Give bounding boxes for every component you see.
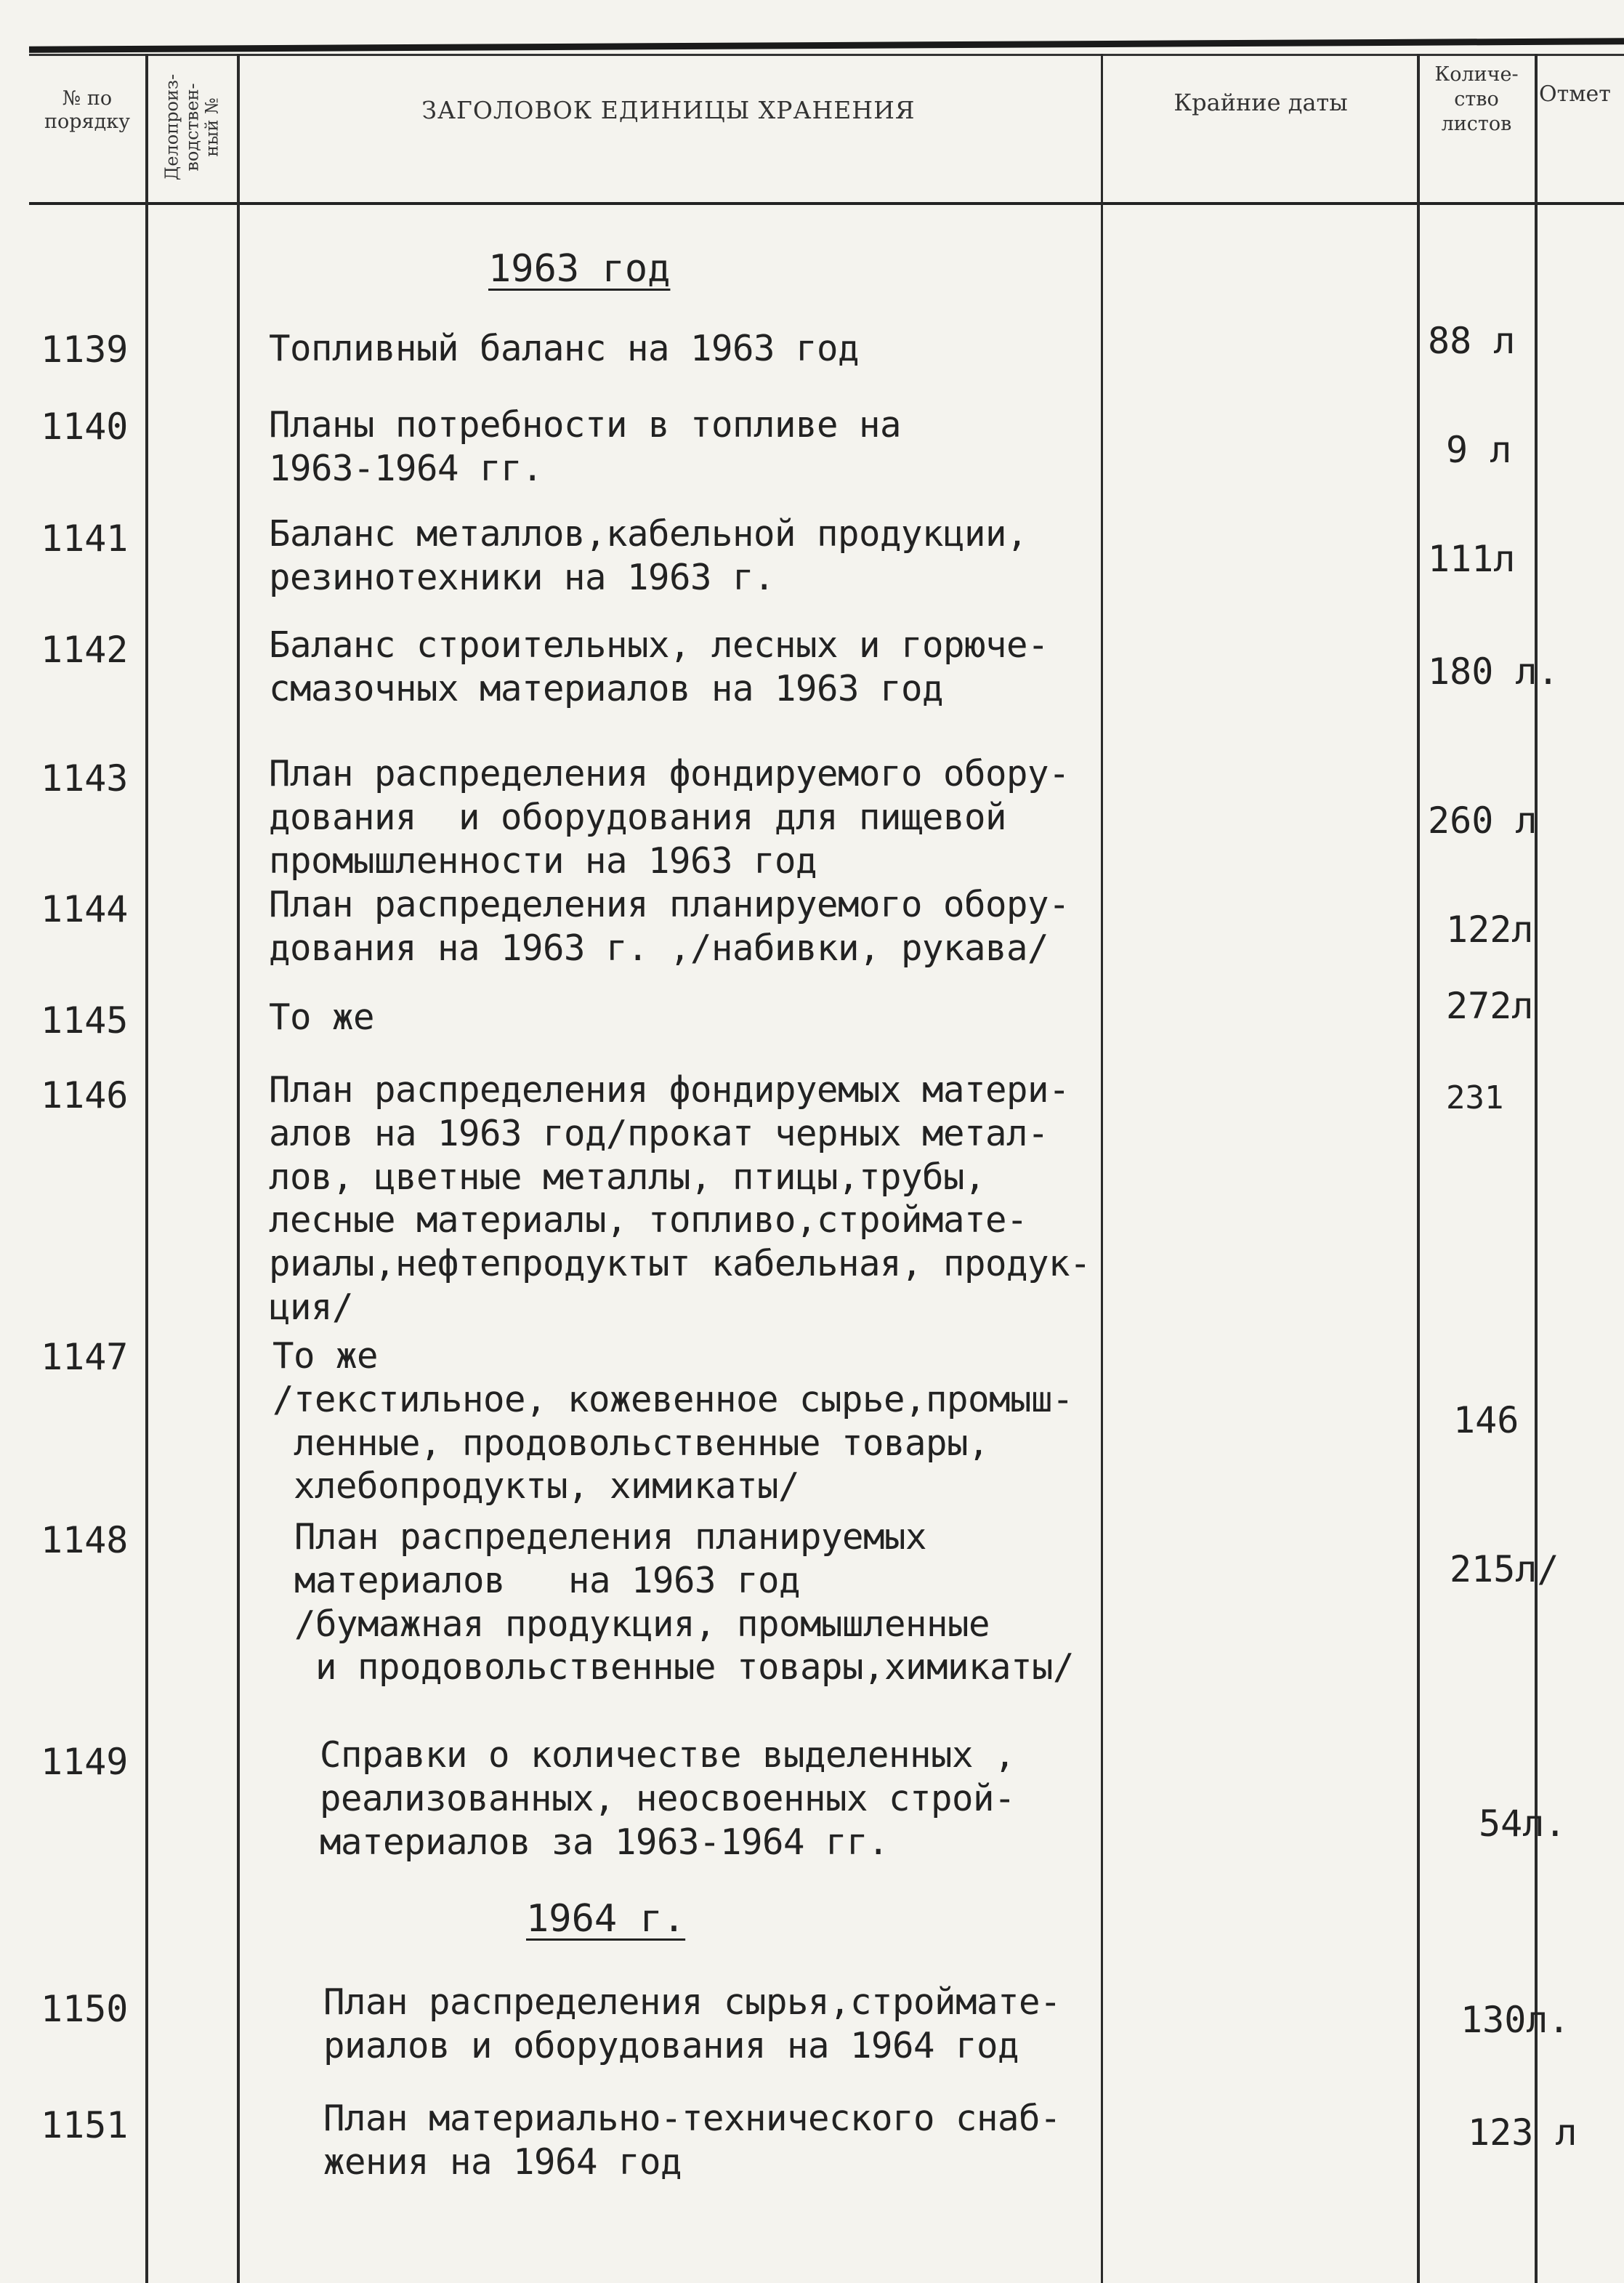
header-notes-column: Отмет	[1539, 81, 1611, 107]
entry-count: 111л	[1428, 538, 1516, 580]
entry-title: Топливный баланс на 1963 год	[269, 328, 860, 369]
entry-number: 1149	[41, 1741, 129, 1783]
header-title-column: ЗАГОЛОВОК ЕДИНИЦЫ ХРАНЕНИЯ	[421, 96, 916, 124]
entry-number: 1144	[41, 888, 129, 930]
column-divider-count	[1535, 54, 1538, 2283]
header-number-column: № по порядку	[44, 87, 130, 134]
header-delo-column	[150, 58, 235, 196]
entry-title: Справки о количестве выделенных , реализованных, неосвоенных строй- материалов за 1963-1964 гг.	[320, 1734, 1016, 1863]
entry-title: План распределения планируемых материалов на 1963 год /бумажная продукция, промышленные и продовольственные товары,химикаты/	[294, 1516, 1075, 1688]
header-bottom-rule	[29, 202, 1624, 205]
entry-number: 1150	[41, 1988, 129, 2030]
entry-title: План распределения фондируемых матери- алов на 1963 год/прокат черных метал- лов, цветные металлы, птицы,трубы, лесные материалы, топливо,стройматe- риалы,нефтепродуктыт кабельная, продук- ция/	[269, 1069, 1091, 1328]
entry-number: 1143	[41, 757, 129, 800]
entry-count: 260 л	[1428, 800, 1538, 842]
header-delo-label: Делопроиз- водствен- ный №	[161, 73, 222, 181]
entry-count: 54л.	[1479, 1803, 1567, 1845]
entry-title: План распределения фондируемого обору- дования и оборудования для пищевой промышленности на 1963 год	[269, 753, 1070, 882]
section-year-1964: 1964 г.	[526, 1897, 686, 1941]
entry-number: 1148	[41, 1519, 129, 1561]
column-divider-title	[1101, 54, 1103, 2283]
entry-title: План распределения планируемого обору- дования на 1963 г. ,/набивки, рукава/	[269, 884, 1070, 969]
column-divider-dates	[1417, 54, 1420, 2283]
section-year-1963: 1963 год	[488, 247, 671, 291]
entry-number: 1142	[41, 629, 129, 671]
entry-count: 122л	[1446, 909, 1534, 951]
column-divider-delo	[237, 54, 240, 2283]
entry-count: 130л.	[1461, 1999, 1570, 2041]
entry-number: 1146	[41, 1074, 129, 1116]
entry-number: 1140	[41, 406, 129, 448]
header-dates-column: Крайние даты	[1173, 89, 1348, 116]
column-divider-number	[145, 54, 148, 2283]
top-rule	[29, 38, 1624, 52]
entry-title: Планы потребности в топливе на 1963-1964 гг.	[269, 404, 902, 489]
entry-title: План распределения сырья,стройматe- риалов и оборудования на 1964 год	[323, 1981, 1062, 2066]
entry-count: 146	[1453, 1399, 1519, 1441]
entry-count: 123 л	[1468, 2111, 1577, 2154]
entry-count: 215л/	[1450, 1548, 1559, 1590]
entry-count: 272л	[1446, 985, 1534, 1027]
entry-number: 1151	[41, 2104, 129, 2146]
entry-title: То же /текстильное, кожевенное сырье,промыш- ленные, продовольственные товары, хлебопродукты, химикаты/	[272, 1335, 1074, 1507]
header-count-column: Количе- ство листов	[1434, 63, 1519, 135]
entry-number: 1147	[41, 1336, 129, 1378]
entry-number: 1139	[41, 329, 129, 371]
entry-number: 1145	[41, 999, 129, 1042]
entry-title: План материально-технического снаб- жения на 1964 год	[323, 2098, 1062, 2183]
top-rule-thin	[29, 54, 1624, 56]
entry-count: 88 л	[1428, 320, 1516, 362]
entry-number: 1141	[41, 518, 129, 560]
entry-count: 9 л	[1446, 429, 1512, 471]
entry-title: Баланс строительных, лесных и горюче- смазочных материалов на 1963 год	[269, 624, 1049, 709]
entry-count: 180 л.	[1428, 651, 1559, 693]
entry-title: Баланс металлов,кабельной продукции, резинотехники на 1963 г.	[269, 513, 1028, 598]
entry-count: 231	[1446, 1079, 1504, 1116]
entry-title: То же	[269, 996, 375, 1038]
